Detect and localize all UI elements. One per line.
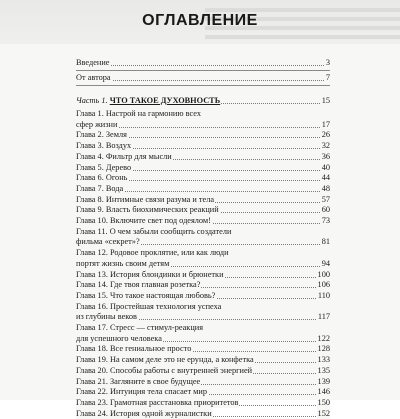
toc-entry-chapter[interactable] [76,129,330,140]
page-number: 40 [321,162,330,172]
page-number: 152 [317,408,330,418]
entry-label: Глава 24. История одной журналистки [76,408,212,418]
entry-label: Глава 21. Загляните в свое будущее [76,376,201,386]
entry-label: Глава 3. Воздух [76,141,132,151]
page-number: 100 [317,269,330,279]
toc-entry-chapter[interactable] [76,172,330,183]
page-number: 26 [321,130,330,140]
entry-label: Глава 2. Земля [76,130,127,140]
page-number: 32 [321,141,330,151]
toc-entry-chapter[interactable] [76,162,330,173]
toc-entry-chapter[interactable] [76,408,330,419]
entry-label: портят жизнь своим детям [76,258,170,268]
dot-leader [76,65,330,66]
toc-entry-chapter-line: Глава 17. Стресс — стимул-реакция [76,323,204,332]
toc-entry-chapter-line: Глава 12. Родовое проклятие, или как люди [76,248,229,258]
toc-entry-chapter-line: Глава 16. Простейшая технология успеха [76,301,222,311]
part-title: ЧТО ТАКОЕ ДУХОВНОСТЬ [109,96,221,105]
page-title: ОГЛАВЛЕНИЕ [142,12,258,29]
page-number: 106 [317,280,330,290]
toc-entry-chapter[interactable] [76,215,330,226]
section-divider [76,85,330,86]
toc-entry-chapter[interactable] [76,236,330,247]
page-number: 139 [317,376,330,386]
page-number: 146 [317,387,330,397]
entry-label: для успешного человека [76,333,162,343]
page-number: 73 [321,216,330,225]
page-number: 81 [321,237,330,247]
entry-label: Глава 9. Власть биохимических реакций [76,205,219,215]
page-number: 60 [321,205,330,215]
entry-label: Глава 19. На самом деле это не ерунда, а конфетка [76,355,254,365]
entry-label: Глава 4. Фильтр для мысли [76,151,172,161]
entry-label: От автора [76,73,111,82]
toc-entry-chapter[interactable] [76,311,330,322]
entry-label: Глава 18. Все гениальное просто [76,344,192,354]
toc-entry-chapter[interactable] [76,354,330,365]
entry-label: Глава 15. Что такое настоящая любовь? [76,290,216,300]
entry-label: фильма «секрет»? [76,237,140,247]
page-number: 48 [321,183,330,193]
entry-label: Введение [76,58,110,67]
entry-label: Глава 14. Где твоя главная розетка? [76,280,201,290]
page-number: 135 [317,365,330,375]
toc-entry-chapter[interactable] [76,376,330,387]
part-label [76,95,221,106]
page-number: 122 [317,333,330,343]
toc-entry-chapter[interactable] [76,279,330,290]
page-number: 57 [321,194,330,204]
toc-entry-chapter[interactable] [76,204,330,215]
toc-entry-chapter[interactable] [76,343,330,354]
toc-entry-author[interactable] [76,72,330,83]
page-number: 17 [321,119,330,129]
entry-label: Глава 22. Интуиция тела спасает мир [76,387,208,397]
section-divider [76,70,330,71]
entry-label: Глава 8. Интимные связи разума и тела [76,194,215,204]
page-number: 110 [317,290,330,300]
page-number: 15 [321,96,330,105]
toc-entry-chapter[interactable] [76,290,330,301]
page-header [0,0,400,44]
page-number: 117 [317,312,330,322]
page-number: 133 [317,355,330,365]
entry-label: Глава 13. История блондинки и брюнетки [76,269,224,279]
toc-entry-chapter[interactable] [76,151,330,162]
toc-entry-chapter[interactable] [76,119,330,130]
entry-label: Глава 20. Способы работы с внутренней энергией [76,365,253,375]
entry-label: Глава 10. Включите свет под одеялом! [76,216,211,225]
entry-label: из глубины веков [76,312,137,322]
dot-leader [76,80,330,81]
page-number: 128 [317,344,330,354]
page-number: 7 [325,73,330,82]
page-number: 36 [321,151,330,161]
toc-entry-chapter[interactable] [76,194,330,205]
page-number: 44 [321,173,330,183]
toc-entry-chapter[interactable] [76,269,330,280]
toc-entry-chapter-line: Глава 11. О чем забыли сообщить создатели [76,226,232,236]
toc-entry-chapter-line: Глава 1. Настрой на гармонию всех [76,109,201,118]
page-number: 150 [317,397,330,407]
entry-label: Глава 6. Огонь [76,173,128,183]
toc-entry-intro[interactable] [76,57,330,68]
toc-entry-chapter[interactable] [76,397,330,408]
toc-entry-chapter[interactable] [76,258,330,269]
toc-entry-chapter[interactable] [76,365,330,376]
toc-entry-chapter[interactable] [76,386,330,397]
page-number: 3 [325,58,330,67]
page-number: 94 [321,258,330,268]
entry-label: Глава 23. Грамотная расстановка приоритетов [76,397,239,407]
entry-label: Глава 5. Дерево [76,162,132,172]
entry-label: Глава 7. Вода [76,183,124,193]
toc-part-heading[interactable] [76,95,330,106]
part-number: Часть 1. [76,96,108,105]
toc-entry-chapter[interactable] [76,333,330,344]
toc-entry-chapter[interactable] [76,183,330,194]
toc-entry-chapter[interactable] [76,140,330,151]
entry-label: сфер жизни [76,119,118,129]
